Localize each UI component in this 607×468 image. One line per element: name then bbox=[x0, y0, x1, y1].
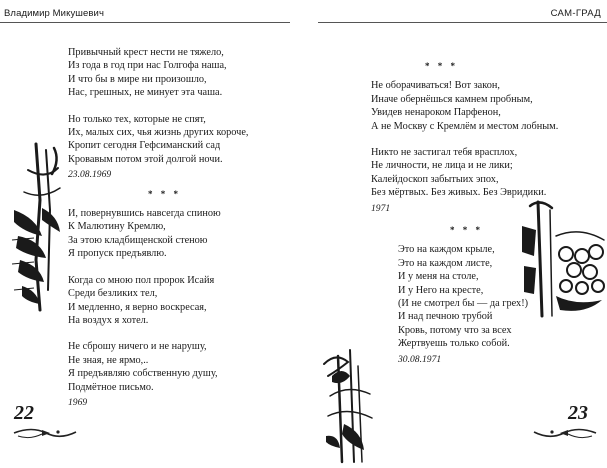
header-rule bbox=[318, 22, 607, 23]
ink-figure-icon bbox=[318, 336, 378, 466]
poem-line: Это на каждом листе, bbox=[398, 257, 493, 269]
poem-line: И над печною трубой bbox=[398, 311, 493, 323]
poem-line: Жертвуешь только собой. bbox=[398, 338, 510, 350]
stanza-separator: * * * bbox=[425, 61, 458, 71]
poem-line: Не зная, не ярмо,.. bbox=[68, 354, 149, 366]
poem-date: 23.08.1969 bbox=[68, 169, 112, 181]
poem-line: На воздух я хотел. bbox=[68, 314, 149, 326]
header-rule bbox=[0, 22, 290, 23]
poem-line: Не сброшу ничего и не нарушу, bbox=[68, 341, 207, 353]
poem bbox=[68, 46, 249, 182]
poem-line: Я предъявляю собственную душу, bbox=[68, 368, 218, 380]
poem-line: Но только тех, которые не спят, bbox=[68, 113, 206, 125]
poem-line: Калейдоскоп забытыих эпох, bbox=[371, 173, 499, 185]
poem-line: И что бы в мире ни произошло, bbox=[68, 73, 207, 85]
poem bbox=[68, 188, 249, 410]
poem-line: Из года в год при нас Голгофа наша, bbox=[68, 60, 227, 72]
right-page-text-second bbox=[398, 224, 528, 366]
flourish-ornament-icon bbox=[12, 424, 78, 442]
poem-line: Это на каждом крыле, bbox=[398, 244, 495, 256]
right-page-text bbox=[371, 60, 558, 215]
left-running-header bbox=[0, 0, 290, 26]
poem-line: И, повернувшись навсегда спиною bbox=[68, 208, 221, 220]
poem-line: Никто не застигал тебя врасплох, bbox=[371, 147, 518, 159]
poem-date: 1969 bbox=[68, 396, 88, 408]
poem-line: Не оборачиваться! Вот закон, bbox=[371, 80, 500, 92]
right-page-number: 23 bbox=[568, 402, 588, 424]
poem-date: 1971 bbox=[371, 202, 391, 214]
right-running-header bbox=[318, 0, 607, 26]
poem-line: Кропит сегодня Гефсиманский сад bbox=[68, 140, 221, 152]
book-title: САМ-ГРАД bbox=[550, 8, 601, 19]
poem-line: Привычный крест нести не тяжело, bbox=[68, 47, 224, 58]
left-page-text bbox=[68, 46, 249, 409]
poem-line: За этою кладбищенской стеною bbox=[68, 234, 208, 246]
poem bbox=[371, 60, 558, 215]
poem-line: (И не смотрел бы — да грех!) bbox=[398, 298, 529, 310]
poem-line: Подмётное письмо. bbox=[68, 381, 154, 393]
poem-line: Увидев ненароком Парфенон, bbox=[371, 107, 501, 119]
poem-line: К Малютину Кремлю, bbox=[68, 221, 166, 233]
ink-figure-icon bbox=[6, 140, 64, 315]
author-name: Владимир Микушевич bbox=[4, 8, 105, 19]
poem-line: Среди безликих тел, bbox=[68, 288, 158, 300]
poem-line: Их, малых сих, чья жизнь других короче, bbox=[68, 127, 249, 139]
poem-line: Кровавым потом этой долгой ночи. bbox=[68, 153, 223, 165]
poem-line: И у Него на кресте, bbox=[398, 284, 484, 296]
poem-line: И медленно, я верно воскресая, bbox=[68, 301, 207, 313]
poem-line: Иначе обернёшься камнем пробным, bbox=[371, 93, 533, 105]
poem-line: Кровь, потому что за всех bbox=[398, 324, 512, 336]
poem-line: Нас, грешных, не минует эта чаша. bbox=[68, 87, 223, 99]
poem-line: Когда со мною пол пророк Исайя bbox=[68, 274, 215, 286]
ink-figure-icon bbox=[516, 196, 606, 326]
poem bbox=[398, 224, 528, 366]
poem-line: И у меня на столе, bbox=[398, 271, 479, 283]
stanza-separator: * * * bbox=[450, 225, 483, 235]
poem-line: А не Москву с Кремлём и местом лобным. bbox=[371, 120, 559, 132]
poem-line: Я пропуск предъявлю. bbox=[68, 248, 167, 260]
poem-date: 30.08.1971 bbox=[398, 353, 442, 365]
poem-line: Не личности, не лица и не лики; bbox=[371, 160, 513, 172]
left-page-number: 22 bbox=[14, 402, 34, 424]
flourish-ornament-icon bbox=[532, 424, 598, 442]
stanza-separator: * * * bbox=[148, 188, 181, 199]
poem-line: Без мёртвых. Без живых. Без Эвридики. bbox=[371, 187, 547, 199]
